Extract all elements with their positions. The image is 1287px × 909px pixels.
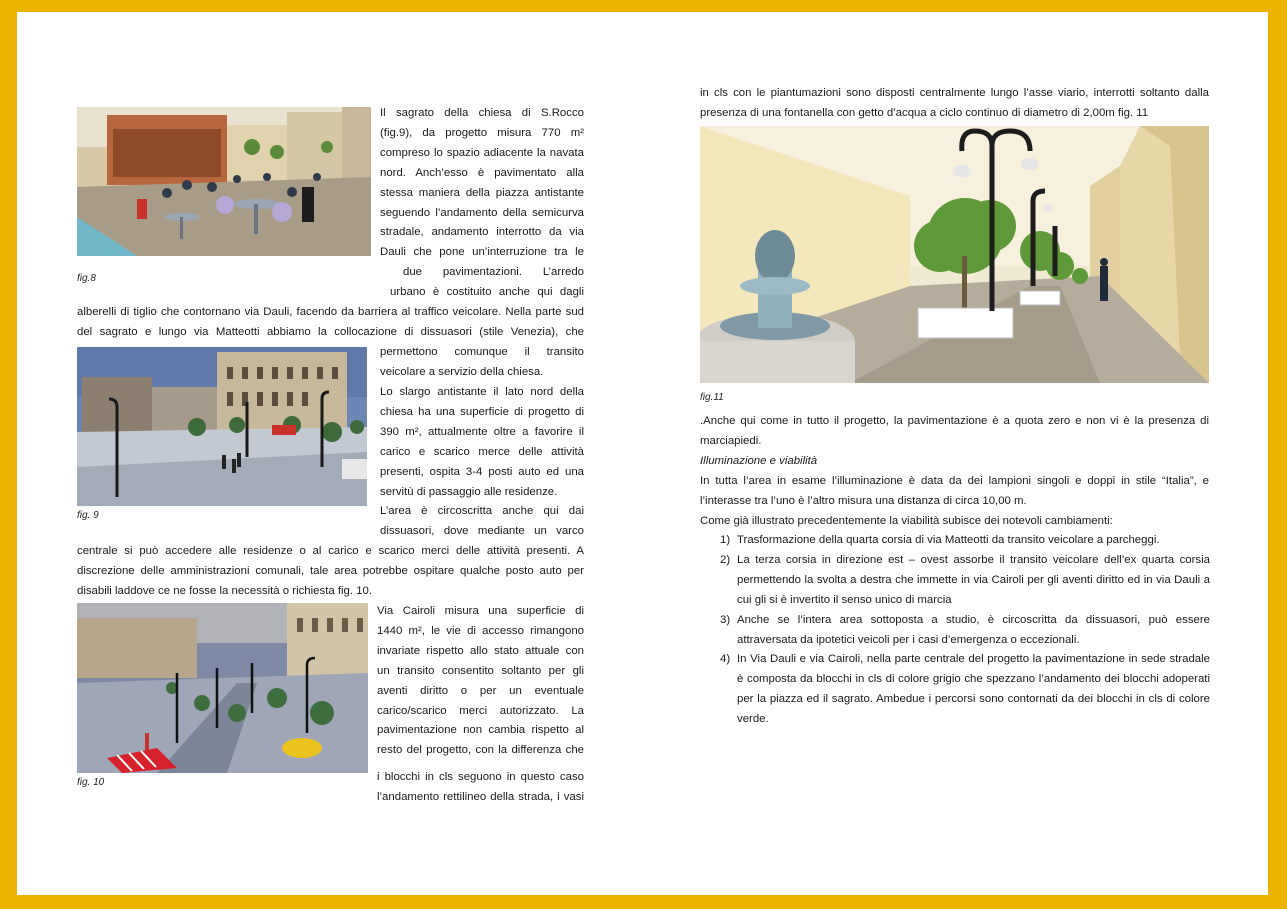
text-line: Dauli che pone un’interruzione tra le — [380, 246, 584, 259]
text-line: stessa maniera della piazza antistante — [380, 186, 584, 199]
list-item-text: In Via Dauli e via Cairoli, nella parte centrale del progetto la pavimentazione in sede stradale è composta da blocchi in cls di colore grigio che spezzano l’andamento dei blocchi adoperati per la piazza ed il sagrato. Ambedue i percorsi sono contornati da dei blocchi in cls di colore verde. — [737, 653, 1210, 726]
text-line: Il sagrato della chiesa di S.Rocco — [380, 107, 584, 119]
text-line: Via Cairoli misura una superficie di — [377, 605, 584, 617]
text-line: L’area è circoscritta anche qui dai — [380, 505, 584, 518]
text-line: dissuasori, dove mediante un varco — [380, 525, 584, 538]
text-line: stradale, andamento interrotto da via — [380, 226, 584, 239]
text-line: nord. Anch’esso è pavimentato alla — [380, 166, 584, 179]
list-item — [700, 531, 1210, 551]
viabilita-numbered-list — [700, 531, 1210, 730]
text-line: servitù di passaggio alle residenze. — [380, 485, 558, 498]
text-line: In tutta l’area in esame l’illuminazione è data da dei lampioni singoli e doppi in stile “Italia”, e — [700, 475, 1209, 487]
text-line: urbano è costituito anche qui dagli — [390, 286, 584, 298]
list-item-text: Anche se l’intera area sottoposta a studio, è circoscritta da dissuasori, può essere attraversata da ipotetici veicoli per i casi d’emergenza o eccezionali. — [737, 613, 1210, 646]
text-line: l’interasse tra l’uno è l’altro misura una distanza di circa 10,00 m. — [700, 494, 1027, 507]
list-item — [700, 650, 1210, 730]
text-line: resto del progetto, con la differenza che — [377, 744, 584, 757]
text-line: presenza di una fontanella con getto d’acqua a ciclo continuo di diametro di 2,00m fig. 11 — [700, 106, 1149, 119]
paragraph-slargo-full — [77, 542, 584, 602]
figure-11-caption: fig.11 — [700, 392, 724, 403]
paragraph-sagrato-full — [77, 303, 584, 343]
paragraph-sagrato-indent-2 — [390, 283, 584, 303]
paragraph-sagrato-end — [380, 343, 584, 383]
text-line: in cls con le piantumazioni sono disposti centralmente lungo l’asse viario, interrotti soltanto dalla — [700, 87, 1209, 99]
paragraph-cairoli — [377, 602, 584, 761]
list-item-number: 1) — [720, 534, 731, 546]
text-line: (fig.9), da progetto misura 770 m² — [380, 126, 584, 139]
list-item — [700, 611, 1210, 651]
figure-8-sagrato-render — [77, 107, 371, 256]
text-line: pavimentazione non cambia rispetto al — [377, 724, 584, 737]
text-line: chiesa ha una superficie di progetto di — [380, 405, 584, 418]
text-line: compreso lo spazio adiacente la navata — [380, 146, 584, 159]
text-line: centrale si può accedere alle residenze o al carico e scarico merci delle attività presenti. A — [77, 545, 584, 557]
paragraph-intro — [700, 84, 1209, 124]
text-line: .Anche qui come in tutto il progetto, la pavimentazione è a quota zero e non vi è la presenza di — [700, 415, 1209, 427]
list-item-number: 4) — [720, 653, 731, 666]
paragraph-illuminazione — [700, 472, 1209, 532]
list-item-number: 2) — [720, 553, 731, 566]
text-line: alberelli di tiglio che contornano via Dauli, facendo da barriera al traffico veicolare. Nella parte sud — [77, 306, 584, 318]
text-line: carico/scarico merci autorizzato. La — [377, 704, 584, 717]
text-line: Lo slargo antistante il lato nord della — [380, 386, 584, 398]
text-line: veicolare a servizio della chiesa. — [380, 365, 544, 378]
figure-10-caption: fig. 10 — [77, 777, 105, 788]
paragraph-slargo-wrapped — [380, 383, 584, 542]
text-line: del sagrato e lungo via Matteotti abbiamo la collocazione di dissuasori (stile Venezia), che — [77, 325, 584, 338]
text-line: permettono comunque il transito — [380, 346, 584, 358]
paragraph-quota-zero — [700, 412, 1209, 452]
text-line: marciapiedi. — [700, 434, 762, 447]
text-line: i blocchi in cls seguono in questo caso — [377, 771, 584, 783]
paragraph-sagrato-indent — [403, 263, 584, 283]
text-line: invariate rispetto allo stato attuale con — [377, 644, 584, 657]
text-line: presenti, ospita 3-4 posti auto ed una — [380, 465, 584, 478]
text-line: aventi diritto o per un eventuale — [377, 684, 584, 697]
text-line: discrezione delle amministrazioni comunali, tale area potrebbe ospitare qualche posto auto per — [77, 564, 584, 577]
text-line: disabili laddove ce ne fosse la necessità o richiesta fig. 10. — [77, 584, 373, 597]
text-line: Come già illustrato precedentemente la viabilità subisce dei notevoli cambiamenti: — [700, 514, 1113, 527]
figure-9-caption: fig. 9 — [77, 510, 99, 521]
text-line: un transito consentito soltanto per gli — [377, 664, 584, 677]
figure-9-slargo-render — [77, 347, 367, 506]
text-line: due pavimentazioni. L’arredo — [403, 266, 584, 278]
list-item-number: 3) — [720, 613, 731, 626]
section-heading-illuminazione: Illuminazione e viabilità — [700, 455, 818, 467]
paragraph-sagrato-wrapped — [380, 104, 584, 263]
text-line: 1440 m², le vie di accesso rimangono — [377, 624, 584, 637]
list-item — [700, 551, 1210, 611]
text-line: 390 m², attualmente oltre a favorire il — [380, 425, 584, 438]
figure-11-fountain-street-render — [700, 126, 1209, 383]
paragraph-cairoli-cont — [377, 768, 584, 808]
text-line: seguendo l’andamento della semicurva — [380, 206, 584, 219]
figure-10-via-cairoli-render — [77, 603, 368, 773]
text-line: l’andamento rettilineo della strada, i vasi — [377, 790, 584, 803]
figure-8-caption: fig.8 — [77, 273, 96, 284]
text-line: carico e scarico merce delle attività — [380, 445, 584, 458]
list-item-text: Trasformazione della quarta corsia di via Matteotti da transito veicolare a parcheggi. — [737, 534, 1160, 546]
list-item-text: La terza corsia in direzione est – ovest assorbe il transito veicolare dell’ex quarta corsia permettendo la svolta a destra che immette in via Cairoli per gli aventi diritto ed in via Dauli a cui gli si è invertito il senso unico di marcia — [737, 553, 1210, 606]
